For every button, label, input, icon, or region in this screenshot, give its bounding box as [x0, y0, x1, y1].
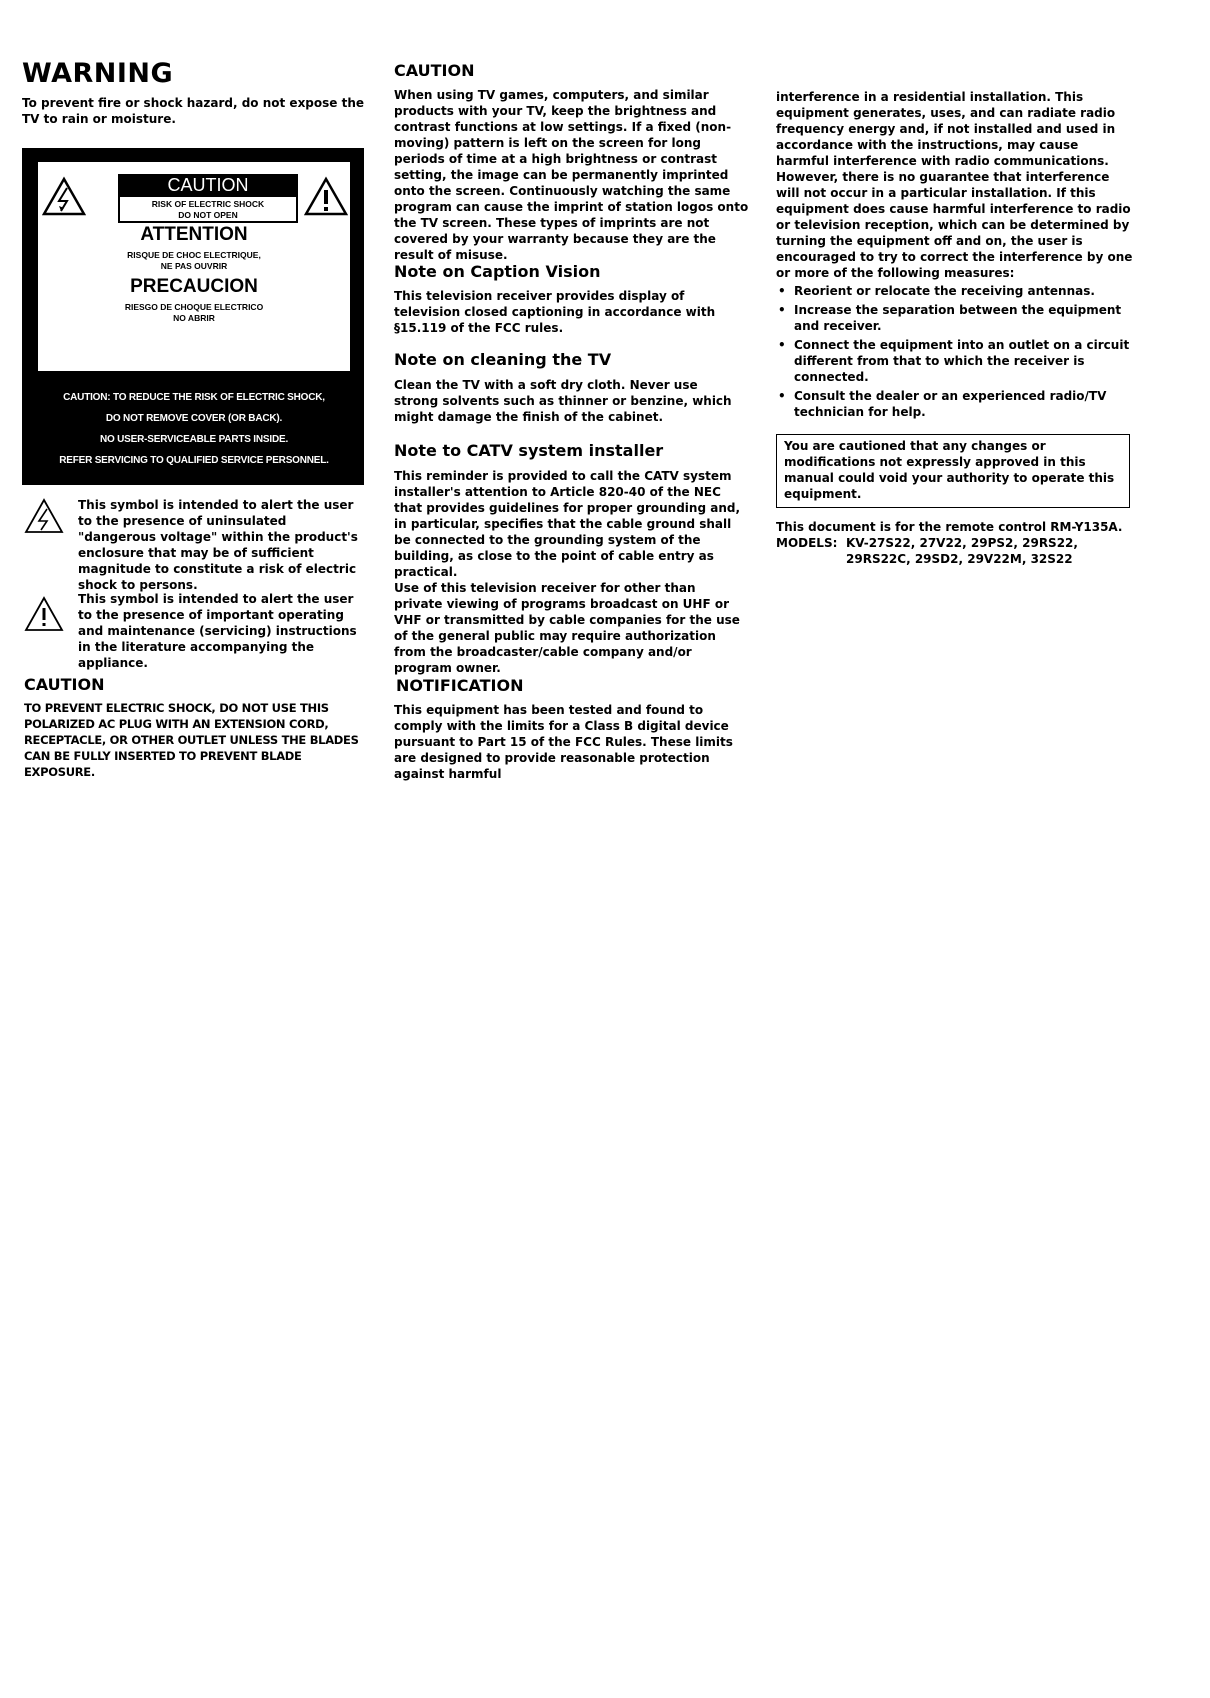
- symbol-2-text: This symbol is intended to alert the user to the presence of important operating and maintenance (servicing) instructions in the literature accompanying the appliance.: [78, 592, 357, 670]
- caution-sub-line-2: DO NOT OPEN: [178, 210, 238, 220]
- lightning-triangle-icon: [24, 498, 64, 534]
- modification-notice-text: You are cautioned that any changes or modifications not expressly approved in this manual could void your authority to operate this equipment.: [784, 439, 1115, 501]
- attention-sub-1: RISQUE DE CHOC ELECTRIQUE,: [127, 250, 261, 260]
- caution-label-heading: CAUTION: [118, 174, 298, 197]
- measures-list: [776, 283, 1134, 423]
- attention-heading: ATTENTION: [140, 224, 248, 245]
- exclamation-triangle-icon: [304, 176, 348, 216]
- caution-2-text: TO PREVENT ELECTRIC SHOCK, DO NOT USE THIS POLARIZED AC PLUG WITH AN EXTENSION CORD, RECEPTACLE, OR OTHER OUTLET UNLESS THE BLADES CAN BE FULLY INSERTED TO PREVENT BLADE EXPOSURE.: [24, 701, 359, 779]
- modification-notice-box: [776, 434, 1130, 508]
- fcc-continued-text: interference in a residential installation. This equipment generates, uses, and can radiate radio frequency energy and, if not installed and used in accordance with the instructions, may cause harmful interference with radio communications. However, there is no guarantee that interference will not occur in a particular installation. If this equipment does cause harmful interference to radio or television reception, which can be determined by turning the equipment off and on, the user is encouraged to try to correct the interference by one or more of the following measures:: [776, 90, 1133, 280]
- remote-text: This document is for the remote control RM-Y135A.: [776, 520, 1123, 534]
- cleaning-title: Note on cleaning the TV: [394, 350, 612, 369]
- list-item: • Consult the dealer or an experienced radio/TV technician for help.: [776, 388, 1134, 420]
- lightning-triangle-icon: [42, 176, 86, 216]
- caution-label-subtext: [118, 197, 298, 223]
- caution-label-lower: [38, 369, 350, 473]
- warning-title: WARNING: [22, 58, 174, 89]
- precaucion-sub-2: NO ABRIR: [173, 313, 215, 323]
- use-text: Use of this television receiver for other than private viewing of programs broadcast on UHF or VHF or transmitted by cable companies for the use of the general public may require authorization from the broadcaster/cable company and/or program owner.: [394, 581, 740, 675]
- notification-text: This equipment has been tested and found to comply with the limits for a Class B digital device pursuant to Part 15 of the FCC Rules. These limits are designed to provide reasonable protection against harmful: [394, 703, 733, 781]
- list-item: • Reorient or relocate the receiving antennas.: [776, 283, 1134, 299]
- models-label: MODELS:: [776, 536, 838, 550]
- caution-label-upper: [38, 162, 350, 370]
- precaucion-heading: PRECAUCION: [130, 276, 258, 297]
- lower-line-2: DO NOT REMOVE COVER (OR BACK).: [105, 413, 283, 424]
- notification-title: NOTIFICATION: [396, 676, 524, 695]
- lower-line-1: CAUTION: TO REDUCE THE RISK OF ELECTRIC SHOCK,: [63, 392, 325, 403]
- exclamation-triangle-icon: [24, 596, 64, 632]
- attention-sub-2: NE PAS OUVRIR: [160, 261, 228, 271]
- cleaning-text: Clean the TV with a soft dry cloth. Never use strong solvents such as thinner or benzine, which might damage the finish of the cabinet.: [394, 378, 732, 424]
- caption-title: Note on Caption Vision: [394, 262, 601, 281]
- list-item: • Connect the equipment into an outlet on a circuit different from that to which the receiver is connected.: [776, 337, 1134, 385]
- models-value: KV-27S22, 27V22, 29PS2, 29RS22, 29RS22C, 29SD2, 29V22M, 32S22: [846, 536, 1078, 566]
- catv-text: This reminder is provided to call the CATV system installer's attention to Article 820-40 of the NEC that provides guidelines for proper grounding and, in particular, specifies that the cable ground shall be connected to the grounding system of the building, as close to the point of cable entry as practical.: [394, 469, 741, 579]
- caution-label: [22, 148, 364, 485]
- caution-text: When using TV games, computers, and similar products with your TV, keep the brightness and contrast functions at low settings. If a fixed (non-moving) pattern is left on the screen for long periods of time at a high brightness or contrast setting, the image can be permanently imprinted onto the screen. Continuously watching the same program can cause the imprint of station logos onto the TV screen. These types of imprints are not covered by your warranty because they are the result of misuse.: [394, 88, 749, 262]
- warning-text: To prevent fire or shock hazard, do not expose the TV to rain or moisture.: [22, 96, 365, 126]
- models-line: [776, 535, 1134, 567]
- precaucion-sub-1: RIESGO DE CHOQUE ELECTRICO: [124, 302, 264, 312]
- caution-2-title: CAUTION: [24, 675, 105, 694]
- caption-text: This television receiver provides display of television closed captioning in accordance with §15.119 of the FCC rules.: [394, 289, 716, 335]
- list-item: • Increase the separation between the equipment and receiver.: [776, 302, 1134, 334]
- symbol-1-text: This symbol is intended to alert the user to the presence of uninsulated "dangerous voltage" within the product's enclosure that may be of sufficient magnitude to constitute a risk of electric shock to persons.: [78, 498, 358, 592]
- lower-line-3: NO USER-SERVICEABLE PARTS INSIDE.: [99, 434, 289, 445]
- caution-title: CAUTION: [394, 61, 475, 80]
- lower-line-4: REFER SERVICING TO QUALIFIED SERVICE PERSONNEL.: [59, 455, 329, 466]
- catv-title: Note to CATV system installer: [394, 441, 664, 460]
- caution-sub-line-1: RISK OF ELECTRIC SHOCK: [151, 199, 265, 209]
